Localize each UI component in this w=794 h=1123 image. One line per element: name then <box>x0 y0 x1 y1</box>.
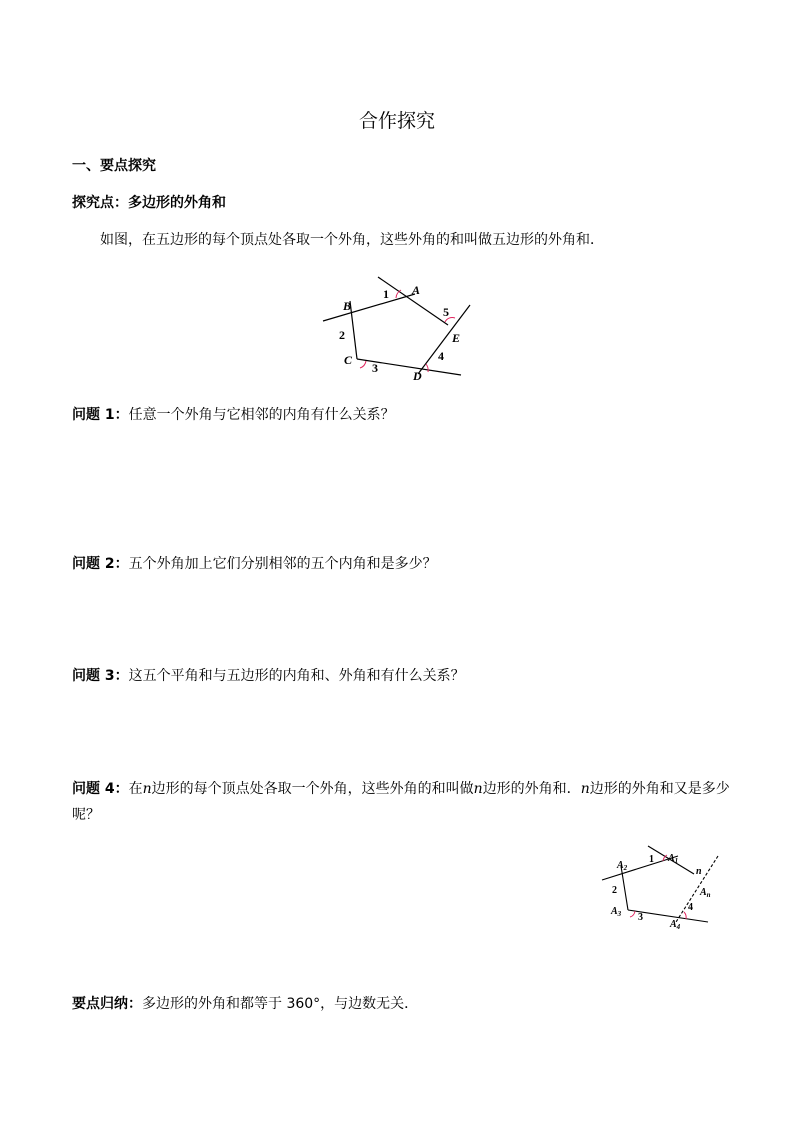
angle-label-4: 4 <box>438 349 444 363</box>
question-4-text-part: 边形的外角和． <box>482 781 581 797</box>
angle-label-n: n <box>696 866 702 877</box>
question-4-text-part: 边形的每个顶点处各取一个外角，这些外角的和叫做 <box>151 781 474 797</box>
question-1-text: 任意一个外角与它相邻的内角有什么关系？ <box>128 407 395 423</box>
side-ba-extended <box>323 294 415 321</box>
intro-paragraph: 如图，在五边形的每个顶点处各取一个外角，这些外角的和叫做五边形的外角和． <box>100 232 604 248</box>
angle-label-2: 2 <box>339 328 345 342</box>
question-1-label: 问题 1： <box>72 407 129 423</box>
angle-arc-3 <box>360 361 366 368</box>
variable-n: n <box>473 781 483 797</box>
question-4-text-part: 在 <box>128 781 143 797</box>
explore-point-heading: 探究点：多边形的外角和 <box>72 195 226 211</box>
vertex-label-an: $A_n$ <box>700 887 711 899</box>
vertex-label-c: C <box>344 353 353 367</box>
angle-label-1: 1 <box>383 287 389 301</box>
question-4-label: 问题 4： <box>72 781 129 797</box>
angle-arc-3 <box>630 911 635 917</box>
question-4 <box>72 776 732 828</box>
vertex-label-e: E <box>452 331 461 345</box>
vertex-label-a: A <box>412 283 421 297</box>
summary-label: 要点归纳： <box>72 996 142 1012</box>
angle-label-3: 3 <box>638 912 643 923</box>
vertex-label-a4: $A_4$ <box>670 919 681 931</box>
vertex-label-b: B <box>343 299 352 313</box>
question-3-text: 这五个平角和与五边形的内角和、外角和有什么关系？ <box>128 668 465 684</box>
section-heading: 一、要点探究 <box>72 158 156 174</box>
vertex-label-a2: $A_2$ <box>617 860 628 872</box>
question-2-label: 问题 2： <box>72 556 129 572</box>
page-title: 合作探究 <box>358 110 435 132</box>
side-a2a1-extended <box>602 856 678 880</box>
angle-arc-4 <box>426 364 428 372</box>
angle-label-5: 5 <box>443 305 449 319</box>
angle-label-3: 3 <box>372 361 378 375</box>
variable-n: n <box>580 781 590 797</box>
key-point-summary <box>72 993 418 1013</box>
pentagon-exterior-angle-figure <box>315 270 475 385</box>
angle-label-1: 1 <box>649 854 654 865</box>
question-1 <box>72 404 395 424</box>
variable-n: n <box>142 781 152 797</box>
angle-label-4: 4 <box>688 902 693 913</box>
question-3 <box>72 665 465 685</box>
side-cb-extended <box>350 301 357 359</box>
question-4-text-part: 边形的外角和又是多少呢？ <box>72 781 730 823</box>
question-3-label: 问题 3： <box>72 668 129 684</box>
angle-label-2: 2 <box>612 885 617 896</box>
summary-text: 多边形的外角和都等于 360°，与边数无关． <box>142 996 419 1012</box>
vertex-label-a1: $A_1$ <box>668 853 679 865</box>
question-2 <box>72 553 437 573</box>
vertex-label-d: D <box>413 369 422 383</box>
question-2-text: 五个外角加上它们分别相邻的五个内角和是多少？ <box>128 556 437 572</box>
vertex-label-a3: $A_3$ <box>611 906 622 918</box>
ngon-exterior-angle-figure <box>598 842 726 932</box>
